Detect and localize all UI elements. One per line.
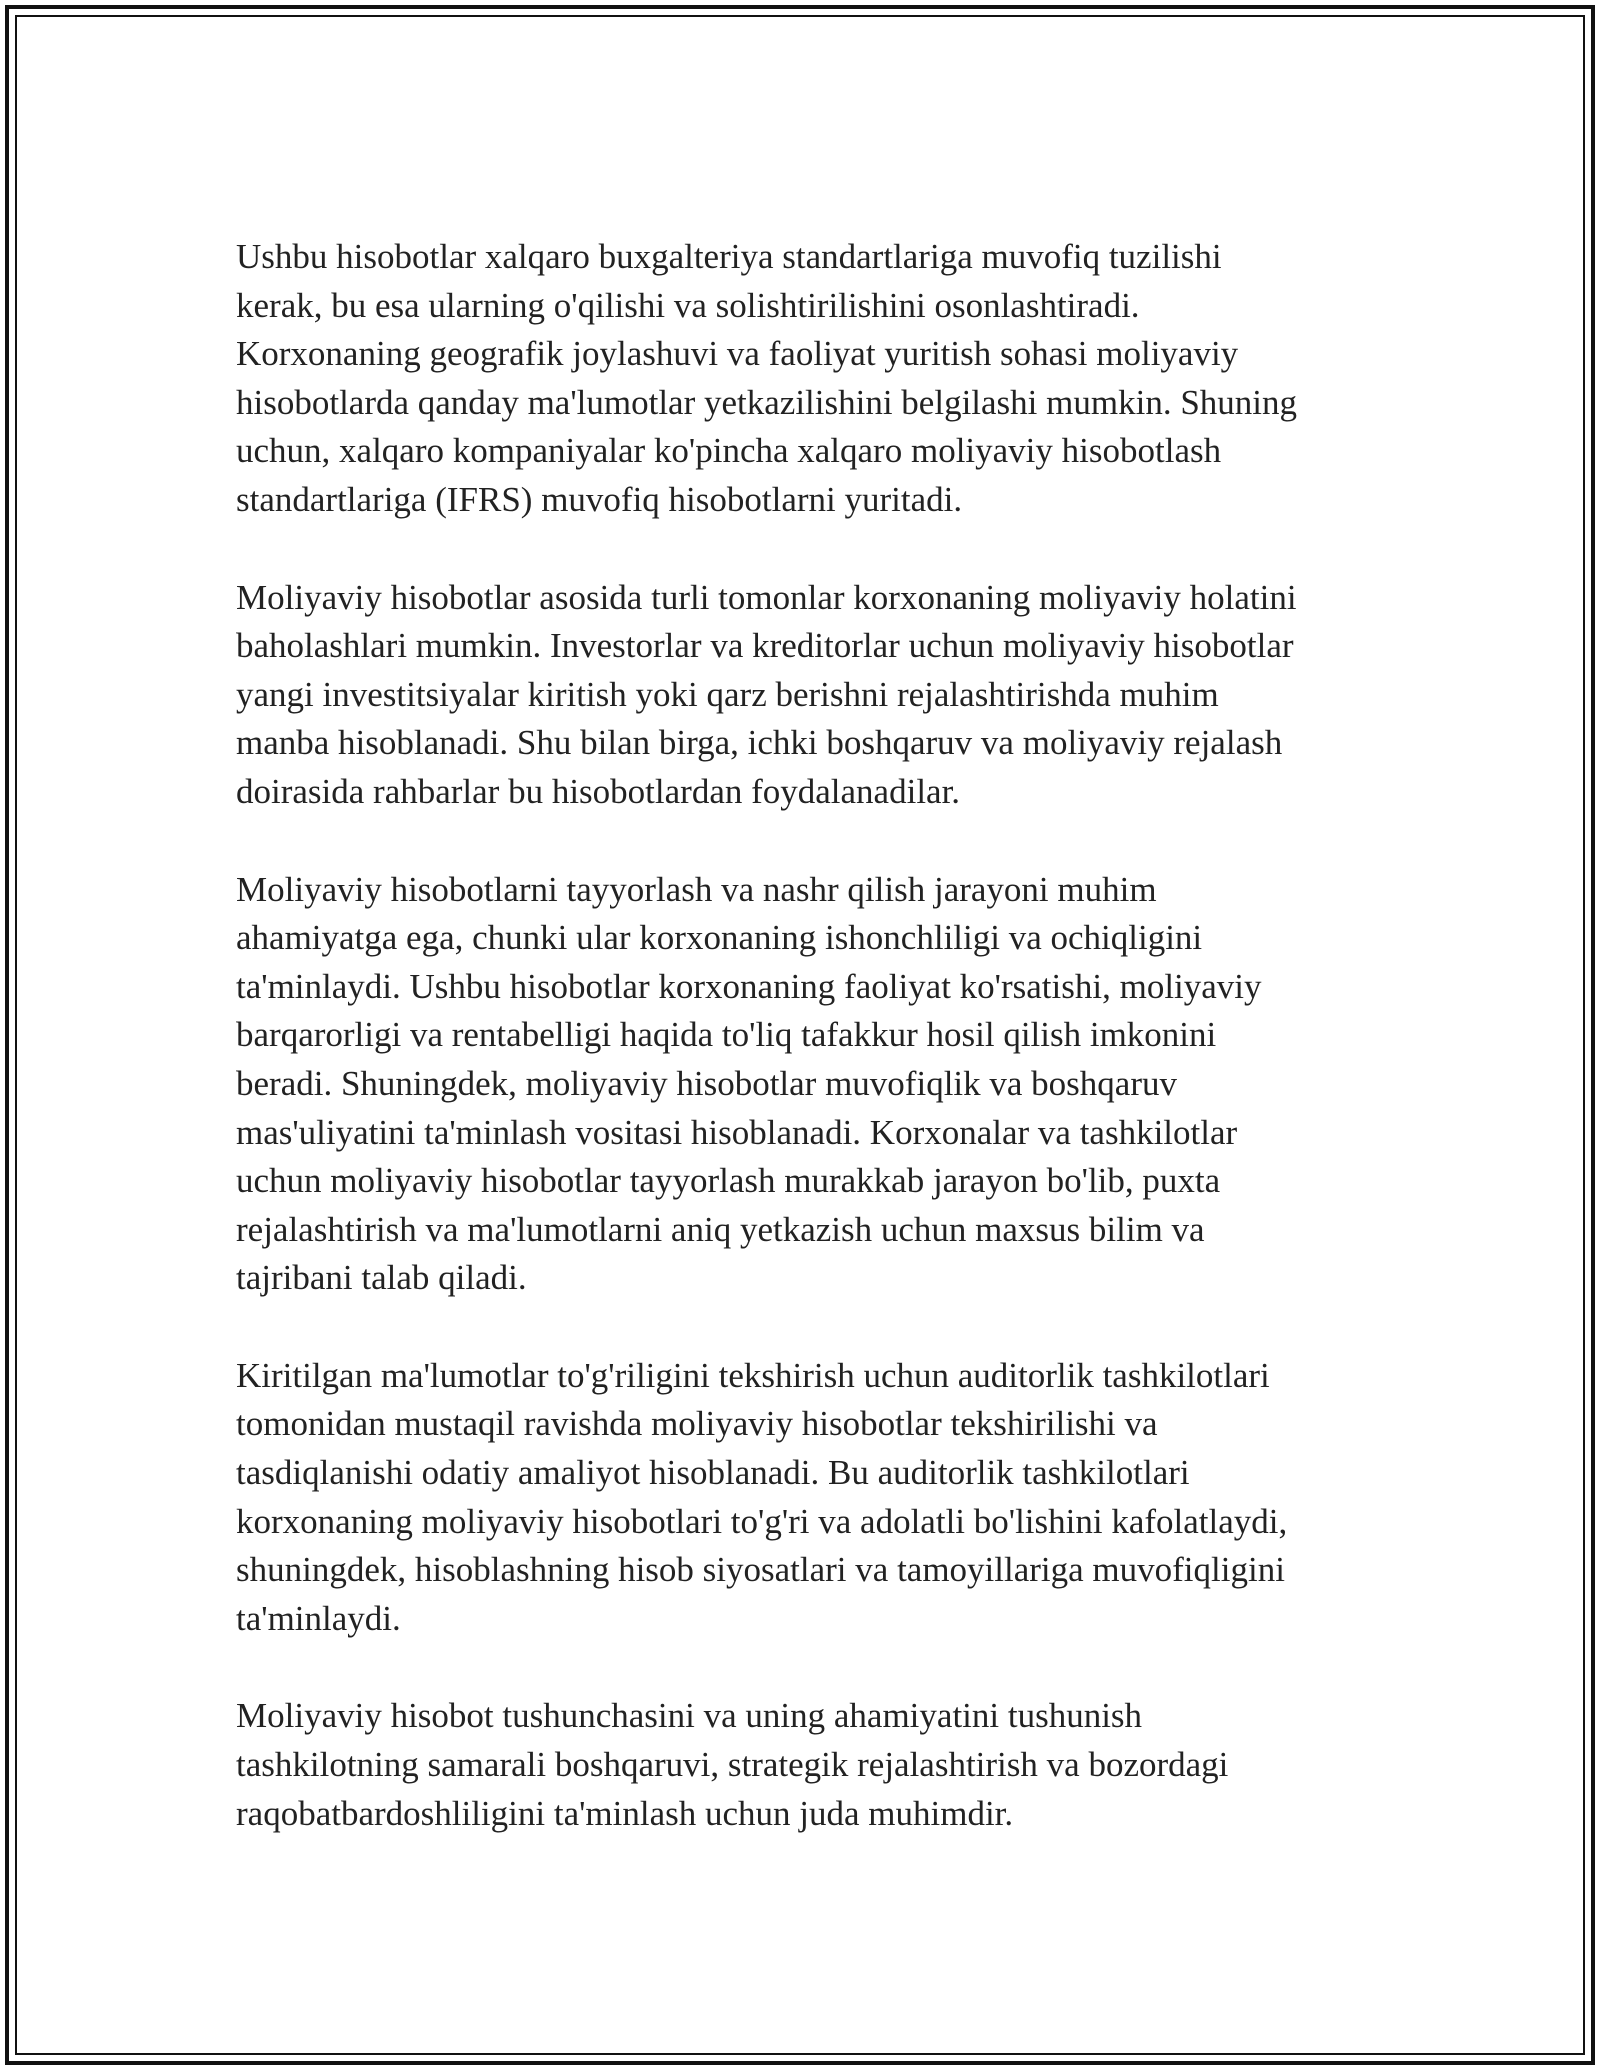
document-body xyxy=(236,233,1356,1887)
paragraph: Kiritilgan ma'lumotlar to'g'riligini tekshirish uchun auditorlik tashkilotlari tomonidan mustaqil ravishda moliyaviy hisobotlar tekshirilishi va tasdiqlanishi odatiy amaliyot hisoblanadi. Bu auditorlik tashkilotlari korxonaning moliyaviy hisobotlari to'g'ri va adolatli bo'lishini kafolatlaydi, shuningdek, hisoblashning hisob siyosatlari va tamoyillariga muvofiqligini ta'minlaydi. xyxy=(236,1355,1288,1638)
paragraph: Moliyaviy hisobotlarni tayyorlash va nashr qilish jarayoni muhim ahamiyatga ega, chunki ular korxonaning ishonchliligi va ochiqligini ta'minlaydi. Ushbu hisobotlar korxonaning faoliyat ko'rsatishi, moliyaviy barqarorligi va rentabelligi haqida to'liq tafakkur hosil qilish imkonini beradi. Shuningdek, moliyaviy hisobotlar muvofiqlik va boshqaruv mas'uliyatini ta'minlash vositasi hisoblanadi. Korxonalar va tashkilotlar uchun moliyaviy hisobotlar tayyorlash murakkab jarayon bo'lib, puxta rejalashtirish va ma'lumotlarni aniq yetkazish uchun maxsus bilim va tajribani talab qiladi. xyxy=(236,869,1262,1298)
paragraph: Ushbu hisobotlar xalqaro buxgalteriya standartlariga muvofiq tuzilishi kerak, bu esa ularning o'qilishi va solishtirilishini osonlashtiradi. Korxonaning geografik joylashuvi va faoliyat yuritish sohasi moliyaviy hisobotlarda qanday ma'lumotlar yetkazilishini belgilashi mumkin. Shuning uchun, xalqaro kompaniyalar ko'pincha xalqaro moliyaviy hisobotlash standartlariga (IFRS) muvofiq hisobotlarni yuritadi. xyxy=(236,237,1298,519)
paragraph: Moliyaviy hisobotlar asosida turli tomonlar korxonaning moliyaviy holatini baholashlari mumkin. Investorlar va kreditorlar uchun moliyaviy hisobotlar yangi investitsiyalar kiritish yoki qarz berishni rejalashtirishda muhim manba hisoblanadi. Shu bilan birga, ichki boshqaruv va moliyaviy rejalash doirasida rahbarlar bu hisobotlardan foydalanadilar. xyxy=(236,577,1297,811)
paragraph: Moliyaviy hisobot tushunchasini va uning ahamiyatini tushunish tashkilotning samarali boshqaruvi, strategik rejalashtirish va bozordagi raqobatbardoshliligini ta'minlash uchun juda muhimdir. xyxy=(236,1696,1229,1833)
